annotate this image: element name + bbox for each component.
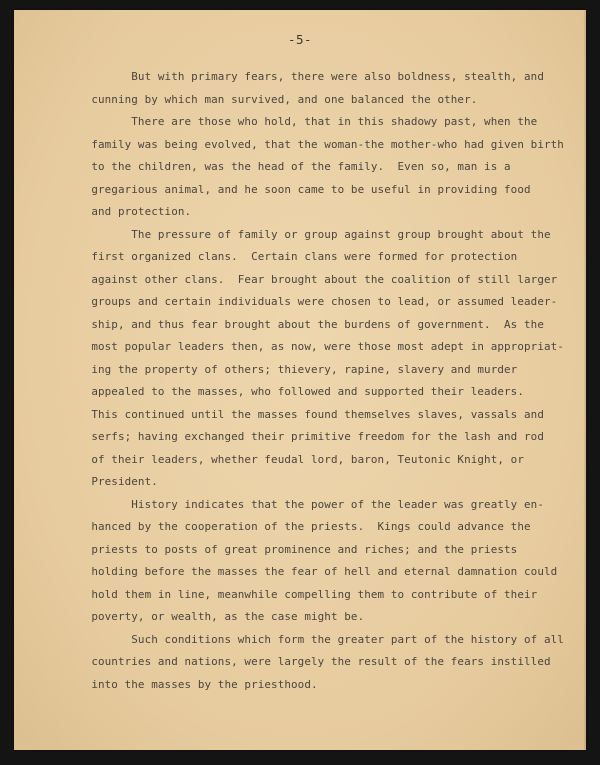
text-line: against other clans. Fear brought about the coalition of still larger	[78, 272, 558, 286]
paragraph	[78, 629, 578, 697]
text-line: Such conditions which form the greater part of the history of all	[78, 632, 564, 646]
paragraph	[78, 224, 578, 494]
text-line: and protection.	[78, 205, 192, 218]
text-line: There are those who hold, that in this shadowy past, when the	[78, 115, 538, 128]
text-line: History indicates that the power of the leader was greatly en-	[78, 497, 544, 511]
text-line: serfs; having exchanged their primitive freedom for the lash and rod	[78, 430, 544, 443]
text-line: holding before the masses the fear of hell and eternal damnation could	[78, 565, 558, 578]
text-line: ing the property of others; thievery, rapine, slavery and murder	[78, 362, 518, 376]
body-text	[78, 66, 578, 696]
text-line: priests to posts of great prominence and riches; and the priests	[78, 542, 518, 556]
typewritten-page	[14, 10, 586, 750]
text-line: family was being evolved, that the woman-the mother-who had given birth	[78, 137, 564, 151]
paragraph	[78, 494, 578, 629]
paragraph	[78, 66, 578, 111]
paragraph	[78, 111, 578, 224]
text-line: countries and nations, were largely the result of the fears instilled	[78, 655, 551, 668]
text-line: ship, and thus fear brought about the burdens of government. As the	[78, 317, 544, 331]
text-line: of their leaders, whether feudal lord, baron, Teutonic Knight, or	[78, 452, 524, 466]
page-number: -5-	[287, 32, 313, 47]
text-line: to the children, was the head of the family. Even so, man is a	[78, 160, 511, 173]
page-edge-shadow	[584, 10, 586, 750]
text-line: poverty, or wealth, as the case might be.	[78, 610, 365, 623]
text-line: cunning by which man survived, and one balanced the other.	[78, 92, 478, 106]
text-line: hold them in line, meanwhile compelling them to contribute of their	[78, 587, 538, 601]
text-line: But with primary fears, there were also boldness, stealth, and	[78, 70, 544, 83]
text-line: appealed to the masses, who followed and supported their leaders.	[78, 385, 524, 398]
text-line: into the masses by the priesthood.	[78, 677, 318, 691]
text-line: most popular leaders then, as now, were those most adept in appropriat-	[78, 340, 564, 353]
text-line: President.	[78, 475, 158, 488]
text-line: hanced by the cooperation of the priests. Kings could advance the	[78, 520, 531, 533]
text-line: first organized clans. Certain clans were formed for protection	[78, 250, 518, 263]
text-line: This continued until the masses found themselves slaves, vassals and	[78, 407, 544, 421]
text-line: groups and certain individuals were chosen to lead, or assumed leader-	[78, 295, 558, 308]
text-line: The pressure of family or group against group brought about the	[78, 227, 551, 241]
text-line: gregarious animal, and he soon came to be useful in providing food	[78, 182, 531, 196]
